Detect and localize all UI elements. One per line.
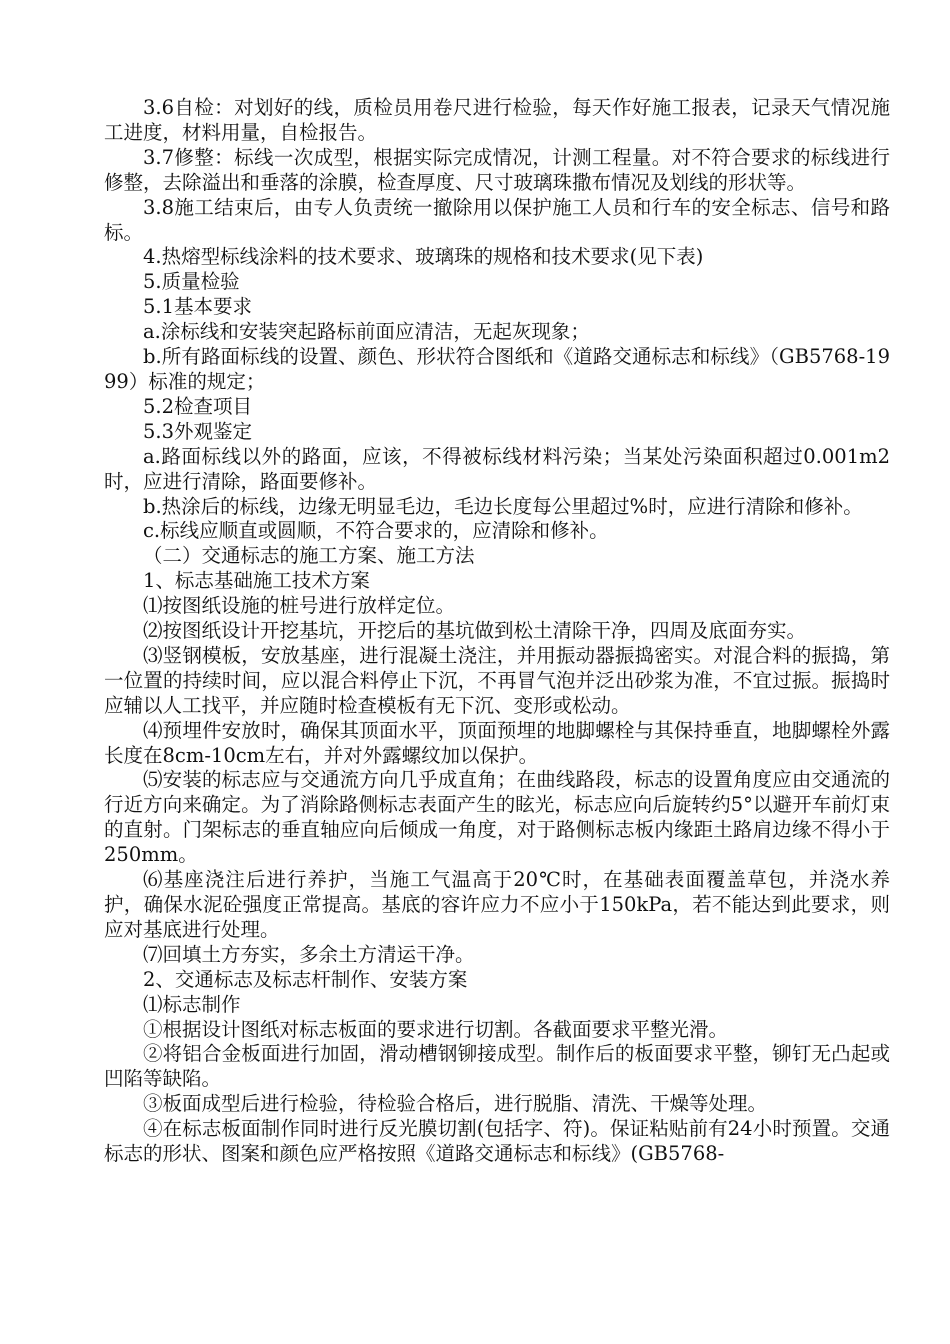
list-item-5-3-b: b.热涂后的标线，边缘无明显毛边，毛边长度每公里超过%时，应进行清除和修补。 <box>143 494 863 518</box>
step-7-backfill: ⑺回填土方夯实，多余土方清运干净。 <box>143 942 475 966</box>
heading-1-foundation-plan: 1、标志基础施工技术方案 <box>143 569 370 593</box>
step-2-excavation: ⑵按图纸设计开挖基坑，开挖后的基坑做到松土清除干净，四周及底面夯实。 <box>143 619 807 643</box>
section-heading-traffic-signs: （二）交通标志的施工方案、施工方法 <box>143 544 475 568</box>
step-1-layout: ⑴按图纸设施的桩号进行放样定位。 <box>143 594 456 618</box>
paragraph-3-6-self-check: 3.6自检：对划好的线，质检员用卷尺进行检验，每天作好施工报表，记录天气情况施工进度，材料用量，自检报告。 <box>104 96 890 144</box>
fabrication-step-1: ①根据设计图纸对标志板面的要求进行切割。各截面要求平整光滑。 <box>143 1017 729 1041</box>
step-6-curing: ⑹基座浇注后进行养护，当施工气温高于20℃时，在基础表面覆盖草包，并浇水养护，确保水泥砼强度正常提高。基底的容许应力不应小于150kPa，若不能达到此要求，则应对基底进行处理。 <box>104 868 890 941</box>
heading-5-1-basic-requirements: 5.1基本要求 <box>143 295 253 319</box>
paragraph-3-8-completion: 3.8施工结束后，由专人负责统一撤除用以保护施工人员和行车的安全标志、信号和路标。 <box>104 195 890 244</box>
list-item-5-1-b: b.所有路面标线的设置、颜色、形状符合图纸和《道路交通标志和标线》（GB5768-1999）标准的规定； <box>104 345 890 393</box>
fabrication-step-4: ④在标志板面制作同时进行反光膜切割(包括字、符)。保证粘贴前有24小时预置。交通标志的形状、图案和颜色应严格按照《道路交通标志和标线》(GB5768- <box>104 1117 890 1166</box>
step-4-embedded-parts: ⑷预埋件安放时，确保其顶面水平，顶面预埋的地脚螺栓与其保持垂直，地脚螺栓外露长度在8cm-10cm左右，并对外露螺纹加以保护。 <box>104 718 890 767</box>
step-5-sign-installation: ⑸安装的标志应与交通流方向几乎成直角；在曲线路段，标志的设置角度应由交通流的行近方向来确定。为了消除路侧标志表面产生的眩光，标志应向后旋转约5°以避开车前灯束的直射。门架标志的垂直轴应向后倾成一角度，对于路侧标志板内缘距土路肩边缘不得小于250mm。 <box>104 768 890 867</box>
heading-2-sign-fabrication: 2、交通标志及标志杆制作、安装方案 <box>143 967 468 991</box>
heading-5-quality-inspection: 5.质量检验 <box>143 270 240 294</box>
subheading-sign-fabrication: ⑴标志制作 <box>143 992 241 1016</box>
heading-5-2-inspection-items: 5.2检查项目 <box>143 394 253 418</box>
fabrication-step-3: ③板面成型后进行检验，待检验合格后，进行脱脂、清洗、干燥等处理。 <box>143 1092 768 1116</box>
heading-5-3-appearance: 5.3外观鉴定 <box>143 419 253 443</box>
document-page <box>104 96 890 1167</box>
list-item-5-3-c: c.标线应顺直或圆顺，不符合要求的，应清除和修补。 <box>143 519 609 543</box>
paragraph-4-material-requirements: 4.热熔型标线涂料的技术要求、玻璃珠的规格和技术要求(见下表) <box>143 245 704 269</box>
paragraph-3-7-trimming: 3.7修整：标线一次成型，根据实际完成情况，计测工程量。对不符合要求的标线进行修整，去除溢出和垂落的涂膜，检查厚度、尺寸玻璃珠撒布情况及划线的形状等。 <box>104 145 890 194</box>
fabrication-step-2: ②将铝合金板面进行加固，滑动槽钢铆接成型。制作后的板面要求平整，铆钉无凸起或凹陷等缺陷。 <box>104 1042 890 1091</box>
list-item-5-1-a: a.涂标线和安装突起路标前面应清洁，无起灰现象； <box>143 320 590 344</box>
step-3-formwork-concrete: ⑶竖钢模板，安放基座，进行混凝土浇注，并用振动器振捣密实。对混合料的振捣，第一位置的持续时间，应以混合料停止下沉，不再冒气泡并泛出砂浆为准，不宜过振。振捣时应辅以人工找平，并应随时检查模板有无下沉、变形或松动。 <box>104 643 890 717</box>
list-item-5-3-a: a.路面标线以外的路面，应该，不得被标线材料污染；当某处污染面积超过0.001m2时，应进行清除，路面要修补。 <box>104 444 890 493</box>
